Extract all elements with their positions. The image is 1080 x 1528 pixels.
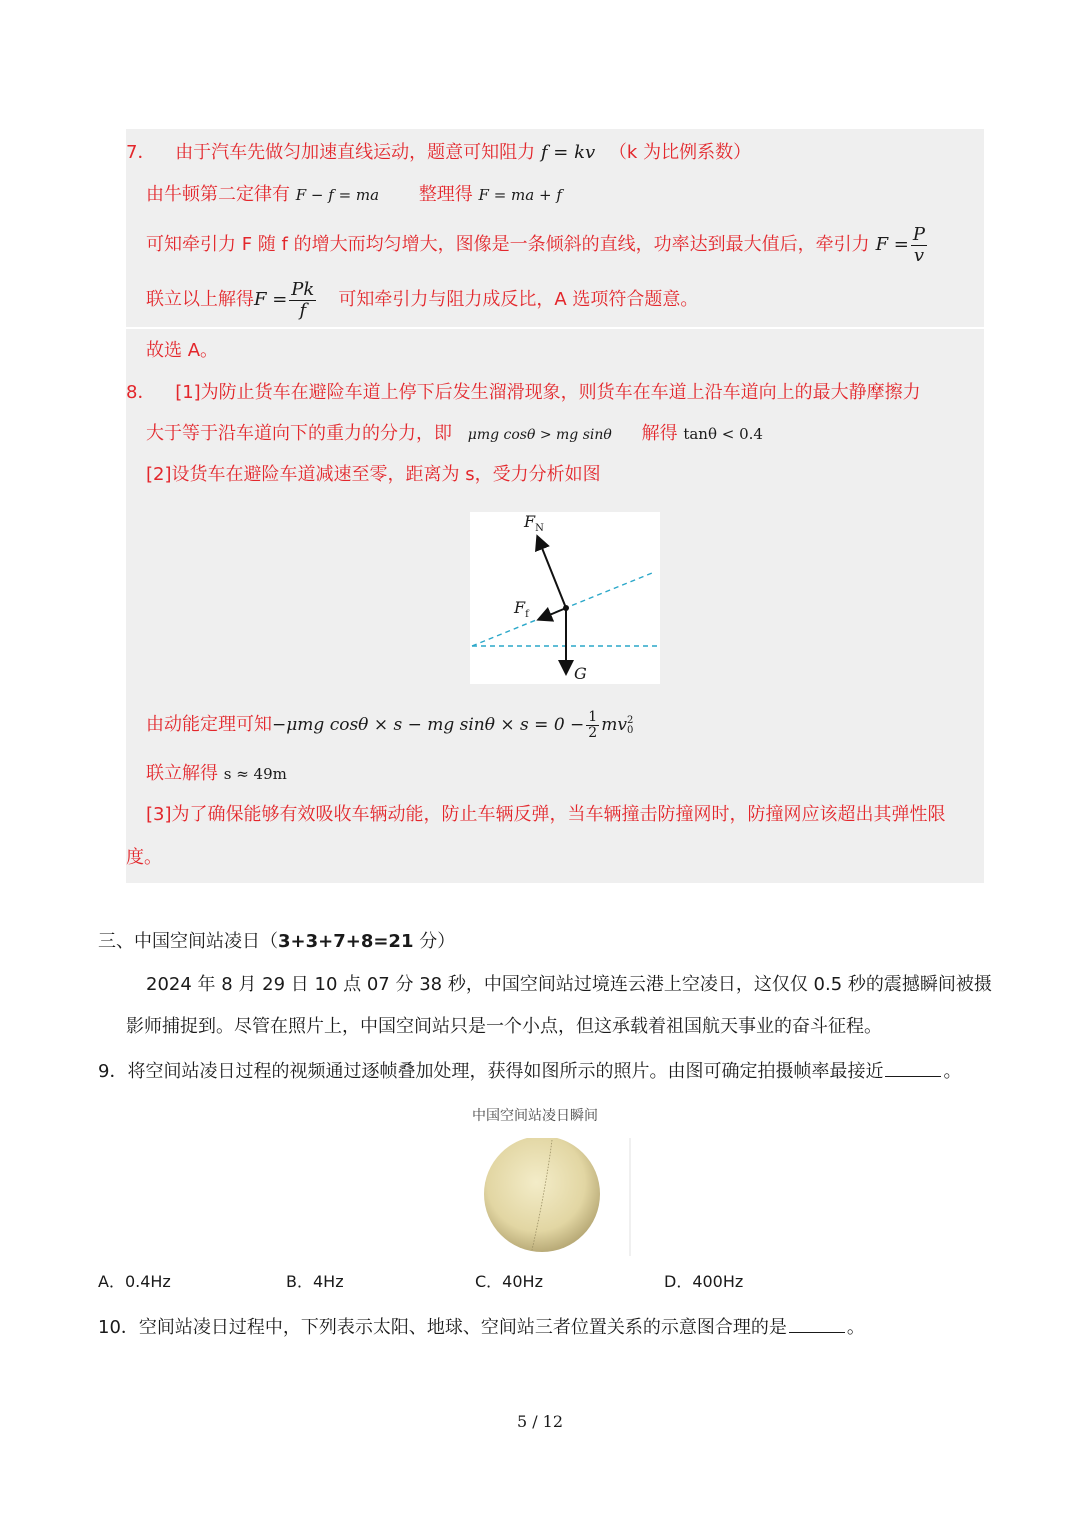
q7-line-2	[146, 184, 562, 206]
q8-eq-inequality: μmg cosθ > mg sinθ	[467, 427, 612, 443]
q8-eq-tan: tanθ < 0.4	[683, 425, 763, 443]
q7-traction-text: 可知牵引力 F 随 f 的增大而均匀增大，图像是一条倾斜的直线，功率达到最大值后，牵引力	[146, 234, 870, 255]
q9-option-b[interactable]: B．4Hz	[286, 1272, 344, 1291]
q7-line-3	[146, 222, 929, 268]
normal-force-arrow	[538, 538, 566, 608]
q7-answer: 故选 A。	[146, 340, 219, 361]
q8-number: 8．	[126, 382, 156, 403]
q9-option-c[interactable]: C．40Hz	[475, 1272, 543, 1291]
q8-text-2: 大于等于沿车道向下的重力的分力，即	[146, 423, 452, 444]
q9-text: 9．将空间站凌日过程的视频通过逐帧叠加处理，获得如图所示的照片。由图可确定拍摄帧率最接近	[98, 1061, 884, 1082]
q8-line-1	[126, 382, 921, 404]
q9-answer-blank[interactable]	[885, 1058, 941, 1077]
fraction-denominator: 2	[588, 724, 598, 741]
q8-energy-text: 由动能定理可知	[146, 714, 272, 735]
q9-figure-caption: 中国空间站凌日瞬间	[472, 1108, 598, 1124]
q8-eq-kinetic: mv 2 0	[601, 714, 634, 736]
q7-fraction-p-v	[911, 225, 927, 266]
friction-force-arrow	[540, 608, 566, 619]
fraction-numerator: Pk	[291, 278, 315, 300]
fraction-numerator: 1	[588, 708, 598, 725]
divider	[126, 327, 984, 329]
q9-question: 9．将空间站凌日过程的视频通过逐帧叠加处理，获得如图所示的照片。由图可确定拍摄帧率最接近 。	[98, 1058, 961, 1083]
q8-line-5	[146, 763, 287, 785]
contact-point	[563, 605, 569, 611]
q7-solve-text: 联立以上解得	[146, 289, 254, 310]
q7-eq-rearranged: F = ma + f	[478, 186, 562, 204]
normal-force-label: $F_N$	[524, 512, 544, 535]
q7-note: （k 为比例系数）	[608, 142, 752, 163]
q8-line-4	[146, 702, 633, 748]
q8-line-2	[146, 423, 763, 446]
q10-question: 10．空间站凌日过程中，下列表示太阳、地球、空间站三者位置关系的示意图合理的是 。	[98, 1314, 865, 1339]
q7-eq-newton: F − f = ma	[295, 186, 380, 204]
q10-text: 10．空间站凌日过程中，下列表示太阳、地球、空间站三者位置关系的示意图合理的是	[98, 1317, 787, 1338]
q8-eq-energy: −μmg cosθ × s − mg sinθ × s = 0 −	[272, 715, 585, 735]
q7-text: 由于汽车先做匀加速直线运动，题意可知阻力	[175, 142, 536, 163]
q7-eq2-lhs: F =	[254, 289, 288, 310]
q8-text-3: [2]设货车在避险车道减速至零，距离为 s，受力分析如图	[146, 464, 601, 485]
q8-result-text: 联立解得	[146, 763, 218, 784]
gravity-label: G	[574, 664, 587, 683]
q7-eq-friction: f = kv	[540, 142, 596, 163]
section3-title: 三、中国空间站凌日（3+3+7+8=21 分）	[98, 931, 456, 952]
q7-conclusion: 可知牵引力与阻力成反比，A 选项符合题意。	[338, 289, 699, 310]
q7-rearrange-text: 整理得	[418, 184, 473, 205]
fraction-denominator: f	[299, 299, 307, 321]
q7-eq-lhs: F =	[875, 234, 909, 255]
fraction-numerator: P	[912, 223, 925, 245]
force-diagram	[470, 512, 660, 684]
sun-disk-svg	[470, 1138, 640, 1258]
q8-fraction-half	[586, 710, 599, 741]
section3-intro-2: 影师捕捉到。尽管在照片上，中国空间站只是一个小点，但这承载着祖国航天事业的奋斗征程。	[126, 1016, 882, 1037]
q8-solve-text: 解得	[641, 423, 678, 444]
q8-text-6: [3]为了确保能够有效吸收车辆动能，防止车辆反弹，当车辆撞击防撞网时，防撞网应该超出其弹性限	[146, 804, 946, 825]
fraction-denominator: v	[913, 244, 925, 266]
q9-option-d[interactable]: D．400Hz	[664, 1272, 744, 1291]
sun-disk	[484, 1138, 600, 1252]
q9-option-a[interactable]: A．0.4Hz	[98, 1272, 171, 1291]
q7-newton-text: 由牛顿第二定律有	[146, 184, 290, 205]
q7-number: 7．	[126, 142, 156, 163]
q8-eq-result: s ≈ 49m	[223, 765, 287, 783]
page-number: 5 / 12	[516, 1412, 564, 1431]
q8-text-1: [1]为防止货车在避险车道上停下后发生溜滑现象，则货车在车道上沿车道向上的最大静摩擦力	[175, 382, 921, 403]
section3-score: 3+3+7+8=21	[278, 931, 414, 952]
q10-answer-blank[interactable]	[789, 1314, 845, 1333]
friction-force-label: $F_f$	[514, 598, 529, 621]
section3-intro-1: 2024 年 8 月 29 日 10 点 07 分 38 秒，中国空间站过境连云港上空凌日，这仅仅 0.5 秒的震撼瞬间被摄	[146, 974, 992, 995]
q7-line-1	[126, 142, 751, 164]
q8-text-7: 度。	[126, 847, 162, 868]
q7-line-4	[146, 277, 698, 323]
force-diagram-svg	[470, 512, 660, 684]
q7-fraction-pk-f	[289, 280, 316, 321]
